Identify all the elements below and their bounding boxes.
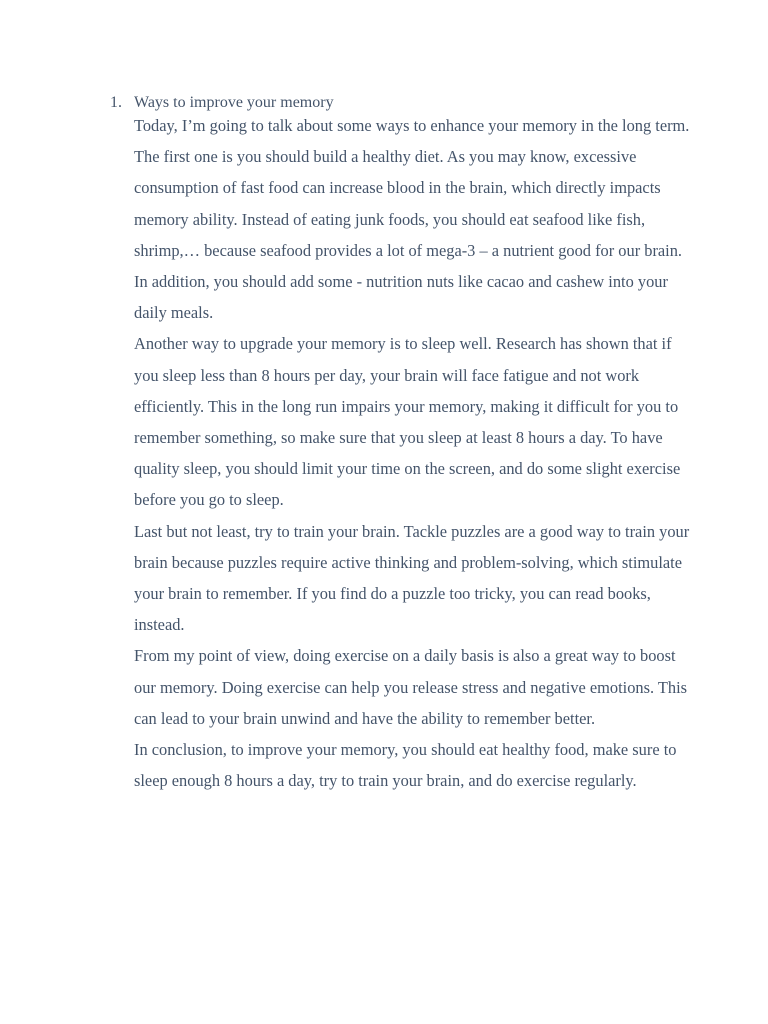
paragraph-exercise: From my point of view, doing exercise on a daily basis is also a great way to boost our memory. Doing exercise can help you release stress and negative emotions. This can lead to your brain unwind and have the ability to remember better. [134, 646, 688, 728]
paragraph-conclusion: In conclusion, to improve your memory, you should eat healthy food, make sure to sleep enough 8 hours a day, try to train your brain, and do exercise regularly. [134, 740, 677, 791]
paragraph-diet: Today, I’m going to talk about some ways to enhance your memory in the long term. The first one is you should build a healthy diet. As you may know, excessive consumption of fast food can increase blood in the brain, which directly impacts memory ability. Instead of eating junk foods, you should eat seafood like fish, shrimp,… because seafood provides a lot of mega-3 – a nutrient good for our brain. In addition, you should add some - nutrition nuts like cacao and cashew into your daily meals. [134, 116, 690, 323]
body-text [134, 110, 698, 796]
paragraph-sleep: Another way to upgrade your memory is to sleep well. Research has shown that if you sleep less than 8 hours per day, your brain will face fatigue and not work efficiently. This in the long run impairs your memory, making it difficult for you to remember something, so make sure that you sleep at least 8 hours a day. To have quality sleep, you should limit your time on the screen, and do some slight exercise before you go to sleep. [134, 334, 681, 510]
paragraph-brain-training: Last but not least, try to train your brain. Tackle puzzles are a good way to train your brain because puzzles require active thinking and problem-solving, which stimulate your brain to remember. If you find do a puzzle too tricky, you can read books, instead. [134, 521, 690, 635]
section-heading: Ways to improve your memory [134, 94, 334, 111]
list-number: 1. [110, 94, 122, 111]
